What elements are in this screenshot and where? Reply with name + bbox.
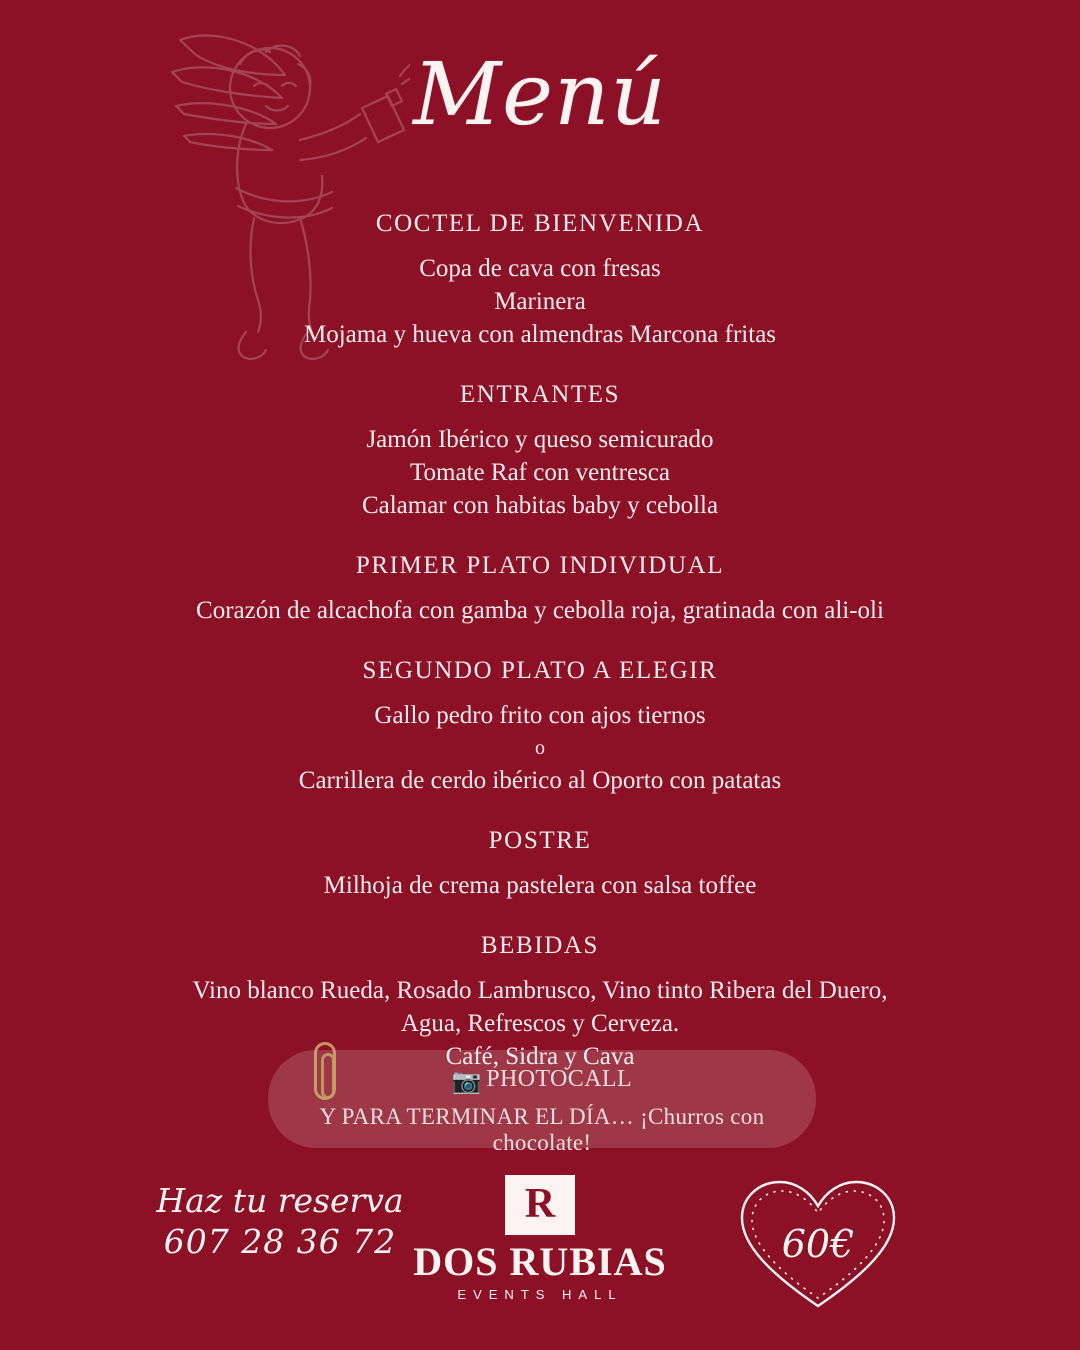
menu-item: Calamar con habitas baby y cebolla [361,492,719,519]
menu-section [0,657,1080,797]
menu-sections [0,210,1080,1077]
brand-logo [410,1175,670,1302]
price-amount: 60€ [781,1222,855,1266]
menu-section [0,552,1080,627]
photocall-label: PHOTOCALL [486,1066,633,1092]
menu-item-separator: o [535,737,545,759]
menu-item: Jamón Ibérico y queso semicurado [366,426,714,453]
section-heading: BEBIDAS [480,932,600,959]
menu-item: Milhoja de crema pastelera con salsa toffee [323,872,757,899]
menu-section [0,827,1080,902]
menu-item: Gallo pedro frito con ajos tiernos [374,702,706,729]
logo-monogram: R [505,1175,575,1235]
page-title: Menú [413,45,667,145]
menu-item: Vino blanco Rueda, Rosado Lambrusco, Vino tinto Ribera del Duero, [192,977,888,1004]
menu-item: Marinera [494,288,586,315]
menu-item: Agua, Refrescos y Cerveza. [400,1010,680,1037]
menu-section [0,381,1080,522]
photocall-banner [268,1050,816,1155]
menu-section [0,210,1080,351]
reservation-block [150,1180,410,1263]
section-heading: POSTRE [488,827,592,854]
camera-icon: 📷 [451,1069,483,1095]
menu-item: Tomate Raf con ventresca [410,459,670,486]
paperclip-icon [314,1042,336,1100]
reservation-phone[interactable]: 607 28 36 72 [163,1222,397,1262]
menu-title-wrap [0,45,1080,145]
reservation-label: Haz tu reserva [156,1181,404,1220]
section-heading: PRIMER PLATO INDIVIDUAL [355,552,725,579]
photocall-closing: Y PARA TERMINAR EL DÍA… ¡Churros con chocolate! [319,1104,765,1155]
menu-item: Copa de cava con fresas [419,255,661,282]
photocall-line [268,1066,816,1096]
menu-item: Carrillera de cerdo ibérico al Oporto con patatas [298,767,782,794]
menu-item: Café, Sidra y Cava [445,1043,635,1070]
section-heading: ENTRANTES [459,381,621,408]
section-heading: SEGUNDO PLATO A ELEGIR [362,657,718,684]
price-badge [728,1168,908,1318]
logo-name: DOS RUBIAS [413,1239,667,1284]
menu-item: Corazón de alcachofa con gamba y cebolla roja, gratinada con ali-oli [196,597,884,624]
menu-item: Mojama y hueva con almendras Marcona fritas [303,321,777,348]
logo-tagline: EVENTS HALL [457,1287,623,1302]
section-heading: COCTEL DE BIENVENIDA [375,210,705,237]
